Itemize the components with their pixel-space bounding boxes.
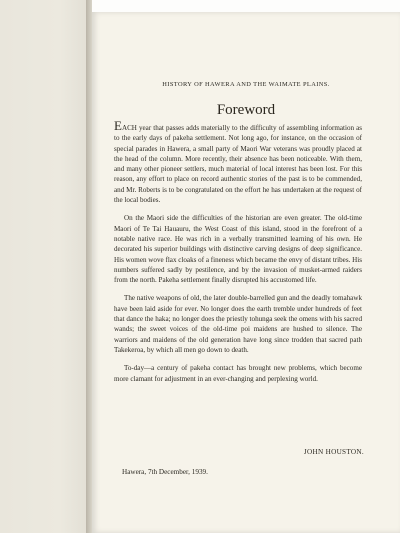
place-date: Hawera, 7th December, 1939. bbox=[122, 468, 208, 476]
foreword-body bbox=[114, 118, 362, 392]
drop-cap: E bbox=[114, 118, 122, 133]
paragraph-1 bbox=[114, 118, 362, 205]
paragraph-1-text: ACH year that passes adds materially to the difficulty of assembling information as to the early days of pakeha settlement. Not long ago, for instance, on the occasion of special parades in Hawera, a small party of Maori War veterans was proudly placed at the head of the column. More recently, their absence has been noticeable. With them, and many other pioneer settlers, much material of local interest has been lost. For this reason, any effort to place on record authentic stories of the past is to be commended, and Mr. Roberts is to be congratulated on the effort he has undertaken at the request of the local bodies. bbox=[114, 124, 362, 205]
book-page bbox=[92, 12, 400, 533]
running-head: HISTORY OF HAWERA AND THE WAIMATE PLAINS. bbox=[162, 81, 330, 88]
paragraph-3: The native weapons of old, the later double-barrelled gun and the deadly tomahawk have been laid aside for ever. No longer does the earth tremble under hundreds of feet that dance the haka; no longer does the priestly tohunga seek the omens with his sacred wands; the sweet voices of the old-time poi maidens are hushed to silence. The warriors and maidens of the old generation have long since trodden that sacred path Takekeroa, by which all men go down to death. bbox=[114, 294, 362, 354]
paragraph-2: On the Maori side the difficulties of the historian are even greater. The old-time Maori of Te Tai Hauauru, the West Coast of this island, stood in the forefront of a notable native race. He was rich in a verbally transmitted learning of his own. He decorated his superior buildings with distinctive carving designs of deep significance. His women wove flax cloaks of a fineness which became the envy of distant tribes. His numbers suffered sadly by pestilence, and by the invasion of musket-armed raiders from the north. Pakeha settlement finally disrupted his accustomed life. bbox=[114, 214, 362, 285]
previous-page bbox=[0, 0, 86, 533]
paragraph-4: To-day—a century of pakeha contact has brought new problems, which become more clamant for adjustment in an ever-changing and perplexing world. bbox=[114, 364, 362, 383]
page-title: Foreword bbox=[216, 102, 276, 118]
signature: JOHN HOUSTON. bbox=[303, 448, 364, 456]
